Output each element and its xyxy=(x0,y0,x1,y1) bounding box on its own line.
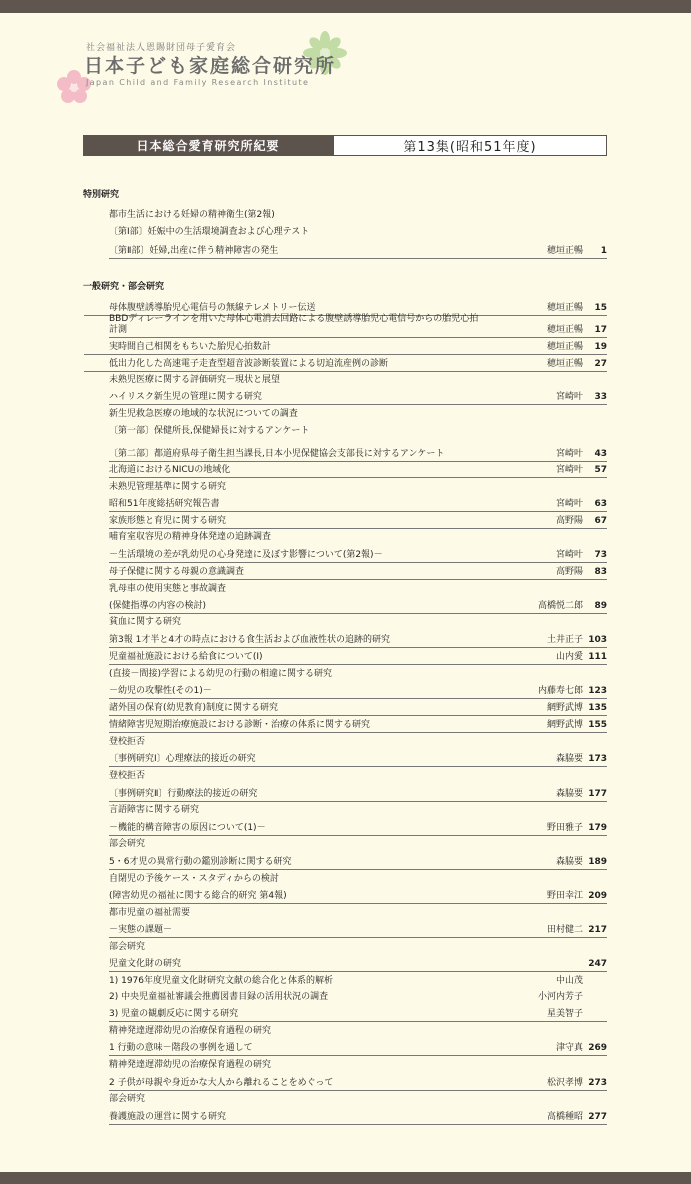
article-page-number: 277 xyxy=(588,1112,607,1122)
article-author: 山内愛 xyxy=(555,652,583,662)
article-title: (保健指導の内容の検討) xyxy=(109,601,207,611)
article-author: 星美智子 xyxy=(546,1009,583,1019)
article-page-number: 123 xyxy=(588,686,607,696)
article-title: 〔第一部〕保健所長,保健婦長に対するアンケート xyxy=(109,426,310,436)
article-title: 低出力化した高速電子走査型超音波診断装置による切迫流産例の診断 xyxy=(109,359,389,369)
article-author: 穂垣正暢 xyxy=(546,246,583,256)
contents-row xyxy=(109,1008,607,1022)
contents-row xyxy=(109,975,607,988)
article-author: 森脇要 xyxy=(555,789,583,799)
article-title: 5・6才児の異常行動の鑑別診断に関する研究 xyxy=(109,857,292,867)
article-title: 養護施設の運営に関する研究 xyxy=(109,1112,227,1122)
article-page-number: 15 xyxy=(594,303,607,313)
article-title: 精神発達遅滞幼児の治療保育過程の研究 xyxy=(109,1060,272,1070)
contents-row xyxy=(109,498,607,512)
article-page-number: 1 xyxy=(600,246,607,256)
article-page-number: 189 xyxy=(588,857,607,867)
article-author: 津守真 xyxy=(555,1043,583,1053)
article-page-number: 43 xyxy=(594,449,607,459)
bottom-border-bar xyxy=(0,1172,691,1184)
article-page-number: 269 xyxy=(588,1043,607,1053)
article-title: 1 行動の意味－階段の事例を通して xyxy=(109,1043,253,1053)
article-title: 2) 中央児童福祉審議会推薦図書目録の活用状況の調査 xyxy=(109,992,329,1002)
contents-row xyxy=(109,924,607,938)
contents-row xyxy=(109,804,607,817)
contents-row xyxy=(84,358,607,372)
article-page-number: 217 xyxy=(588,925,607,935)
article-title: 登校拒否 xyxy=(109,737,146,747)
article-title: 北海道におけるNICUの地域化 xyxy=(109,465,231,475)
issue-title: 第13集(昭和51年度) xyxy=(333,135,607,156)
article-title: 〔第Ⅰ部〕妊娠中の生活環境調査および心理テスト xyxy=(109,227,310,237)
contents-row xyxy=(109,600,607,614)
top-border-bar xyxy=(0,0,691,13)
contents-row xyxy=(109,226,607,239)
article-page-number: 177 xyxy=(588,789,607,799)
contents-row xyxy=(109,991,607,1004)
article-title: －生活環境の差が乳幼児の心身発達に及ぼす影響について(第2報)－ xyxy=(109,550,383,560)
article-title: 情緒障害児短期治療施設における診断・治療の体系に関する研究 xyxy=(109,720,371,730)
article-title: 言語障害に関する研究 xyxy=(109,805,200,815)
article-author: 野田雅子 xyxy=(546,823,583,833)
contents-row xyxy=(109,1077,607,1091)
article-author: 宮崎叶 xyxy=(555,465,583,475)
article-page-number: 273 xyxy=(588,1078,607,1088)
article-page-number: 17 xyxy=(594,325,607,335)
article-title: 昭和51年度総括研究報告書 xyxy=(109,499,220,509)
contents-row xyxy=(109,616,607,629)
article-title: (障害幼児の福祉に関する総合的研究 第4報) xyxy=(109,891,287,901)
article-title: 貧血に関する研究 xyxy=(109,617,182,627)
article-page-number: 111 xyxy=(588,652,607,662)
contents-row xyxy=(84,341,607,355)
article-author: 網野武博 xyxy=(546,720,583,730)
article-author: 野田幸江 xyxy=(546,891,583,901)
contents-row xyxy=(109,890,607,904)
article-title: 都市児童の福祉需要 xyxy=(109,908,191,918)
article-title: 登校拒否 xyxy=(109,771,146,781)
article-author: 高橋種昭 xyxy=(546,1112,583,1122)
contents-row xyxy=(109,941,607,954)
article-author: 森脇要 xyxy=(555,857,583,867)
article-title: 精神発達遅滞幼児の治療保育過程の研究 xyxy=(109,1026,272,1036)
article-title: 諸外国の保育(幼児教育)制度に関する研究 xyxy=(109,703,279,713)
contents-row xyxy=(109,1059,607,1072)
article-page-number: 33 xyxy=(594,392,607,402)
article-page-number: 155 xyxy=(588,720,607,730)
article-page-number: 27 xyxy=(594,359,607,369)
contents-row xyxy=(109,651,607,665)
contents-row xyxy=(109,856,607,870)
article-title: 哺育室収容児の精神身体発達の追跡調査 xyxy=(109,532,272,542)
article-title: 児童福祉施設における給食について(Ⅰ) xyxy=(109,652,263,662)
contents-row xyxy=(109,788,607,802)
contents-row xyxy=(109,464,607,478)
article-title: (直接－間接)学習による幼児の行動の相違に関する研究 xyxy=(109,669,333,679)
article-page-number: 247 xyxy=(588,959,607,969)
article-title: 〔事例研究Ⅰ〕心理療法的接近の研究 xyxy=(109,754,256,764)
article-author: 穂垣正暢 xyxy=(546,325,583,335)
article-author: 高橋悦二郎 xyxy=(537,601,583,611)
contents-row xyxy=(109,481,607,494)
article-title: 〔第Ⅱ部〕妊婦,出産に伴う精神障害の発生 xyxy=(109,246,279,256)
contents-row xyxy=(109,515,607,529)
article-page-number: 135 xyxy=(588,703,607,713)
article-title: 母子保健に関する母親の意識調査 xyxy=(109,567,245,577)
article-title: 乳母車の使用実態と事故調査 xyxy=(109,584,227,594)
contents-row xyxy=(109,753,607,767)
article-author: 宮崎叶 xyxy=(555,392,583,402)
contents-row xyxy=(109,873,607,886)
article-title: 自閉児の予後ケース・スタディからの検討 xyxy=(109,874,279,884)
article-author: 松沢孝博 xyxy=(546,1078,583,1088)
contents-row xyxy=(109,770,607,783)
article-author: 中山茂 xyxy=(555,976,583,986)
article-author: 土井正子 xyxy=(546,635,583,645)
article-author: 宮崎叶 xyxy=(555,499,583,509)
article-page-number: 63 xyxy=(594,499,607,509)
contents-row xyxy=(109,702,607,716)
contents-row xyxy=(109,668,607,681)
institute-name: 日本子ども家庭総合研究所 xyxy=(84,55,337,77)
article-author: 穂垣正暢 xyxy=(546,342,583,352)
contents-row xyxy=(109,391,607,405)
article-author: 穂垣正暢 xyxy=(546,359,583,369)
article-page-number: 19 xyxy=(594,342,607,352)
article-title: 児童文化財の研究 xyxy=(109,959,182,969)
article-page-number: 67 xyxy=(594,516,607,526)
article-title: 家族形態と育児に関する研究 xyxy=(109,516,227,526)
contents-row xyxy=(109,408,607,421)
article-author: 高野陽 xyxy=(555,516,583,526)
article-title: 新生児救急医療の地域的な状況についての調査 xyxy=(109,409,298,419)
article-title: －幼児の攻撃性(その1)－ xyxy=(109,686,212,696)
contents-row xyxy=(109,437,607,462)
contents-row xyxy=(109,1093,607,1106)
article-title: 〔第二部〕都道府県母子衛生担当課長,日本小児保健協会支部長に対するアンケート xyxy=(109,449,445,459)
contents-row xyxy=(109,1025,607,1038)
article-title: －機能的構音障害の原因について(1)－ xyxy=(109,823,266,833)
contents-row xyxy=(109,245,607,259)
article-page-number: 179 xyxy=(588,823,607,833)
article-title: ハイリスク新生児の管理に関する研究 xyxy=(109,392,262,402)
contents-row xyxy=(109,531,607,544)
section-heading-special: 特別研究 xyxy=(83,190,120,200)
contents-row xyxy=(109,907,607,920)
article-author: 宮崎叶 xyxy=(555,449,583,459)
contents-row xyxy=(109,736,607,749)
site-header xyxy=(0,13,691,123)
article-page-number: 209 xyxy=(588,891,607,901)
contents-row xyxy=(109,838,607,851)
institute-name-en: Japan Child and Family Research Institute xyxy=(86,78,310,87)
contents-row xyxy=(109,719,607,733)
contents-row xyxy=(109,685,607,699)
contents-row xyxy=(109,209,607,222)
article-author: 宮崎叶 xyxy=(555,550,583,560)
contents-row xyxy=(109,374,607,387)
contents-row xyxy=(109,549,607,563)
article-page-number: 57 xyxy=(594,465,607,475)
contents-row xyxy=(109,566,607,580)
article-title: 第3報 1才半と4才の時点における食生活および血液性状の追跡的研究 xyxy=(109,635,391,645)
article-title: 部会研究 xyxy=(109,839,146,849)
article-page-number: 89 xyxy=(594,601,607,611)
contents-row xyxy=(109,1111,607,1125)
article-author: 穂垣正暢 xyxy=(546,303,583,313)
article-title: －実態の課題－ xyxy=(109,925,173,935)
article-author: 網野武博 xyxy=(546,703,583,713)
section-heading-general: 一般研究・部会研究 xyxy=(83,282,165,292)
article-author: 高野陽 xyxy=(555,567,583,577)
article-author: 森脇要 xyxy=(555,754,583,764)
article-title: 部会研究 xyxy=(109,942,146,952)
article-title: 3) 児童の観劇反応に関する研究 xyxy=(109,1009,239,1019)
article-title: 未熟児管理基準に関する研究 xyxy=(109,482,227,492)
article-title: 未熟児医療に関する評価研究－現状と展望 xyxy=(109,375,281,385)
organization-name: 社会福祉法人恩賜財団母子愛育会 xyxy=(86,43,237,53)
article-page-number: 103 xyxy=(588,635,607,645)
article-page-number: 73 xyxy=(594,550,607,560)
article-author: 小河内芳子 xyxy=(537,992,583,1002)
article-author: 田村健二 xyxy=(546,925,583,935)
contents-row xyxy=(109,583,607,596)
article-title: BBDディレーラインを用いた母体心電消去回路による腹壁誘導胎児心電信号からの胎児心拍計測 xyxy=(109,314,479,335)
article-title: 実時間自己相関をもちいた胎児心拍数計 xyxy=(109,342,272,352)
article-title: 母体腹壁誘導胎児心電信号の無線テレメトリー伝送 xyxy=(109,303,316,313)
contents-row xyxy=(109,313,607,338)
article-author: 内藤寿七郎 xyxy=(537,686,583,696)
article-title: 2 子供が母親や身近かな大人から離れることをめぐって xyxy=(109,1078,334,1088)
contents-row xyxy=(109,1042,607,1056)
journal-title: 日本総合愛育研究所紀要 xyxy=(83,135,333,156)
article-title: 都市生活における妊婦の精神衛生(第2報) xyxy=(109,210,275,220)
contents-row xyxy=(109,634,607,648)
article-title: 1) 1976年度児童文化財研究文献の総合化と体系的解析 xyxy=(109,976,334,986)
contents-row xyxy=(109,822,607,836)
article-page-number: 173 xyxy=(588,754,607,764)
article-page-number: 83 xyxy=(594,567,607,577)
contents-row xyxy=(109,958,607,972)
article-title: 〔事例研究Ⅱ〕行動療法的接近の研究 xyxy=(109,789,258,799)
article-title: 部会研究 xyxy=(109,1094,146,1104)
